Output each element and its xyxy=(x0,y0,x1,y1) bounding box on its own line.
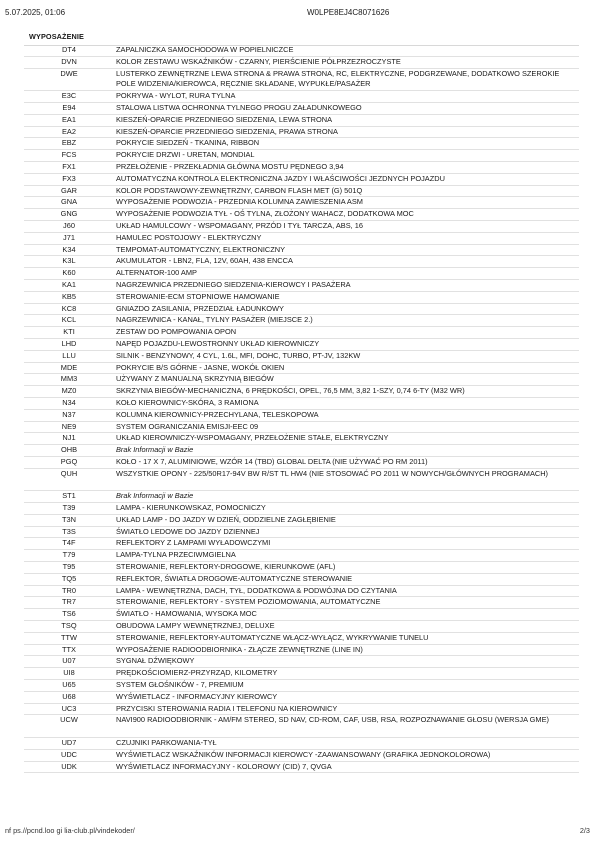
table-row xyxy=(24,633,579,645)
option-code: DT4 xyxy=(62,45,76,54)
table-row xyxy=(24,762,579,774)
option-description: TEMPOMAT-AUTOMATYCZNY, ELEKTRONICZNY xyxy=(116,244,286,254)
option-code: K3L xyxy=(62,256,76,266)
option-description: LUSTERKO ZEWNĘTRZNE LEWA STRONA & PRAWA STRONA, RC, ELEKTRYCZNE, PODGRZEWANE, DODATKOWO SZEROKIE POLE WIDZENIA/KIEROWCA, RĘCZNIE SKŁADANE, WYPUKŁE/PASAŻER xyxy=(116,68,560,89)
option-code: T39 xyxy=(62,503,76,513)
option-code: J60 xyxy=(63,220,75,230)
option-code: GNA xyxy=(60,197,77,207)
option-description: SYSTEM OGRANICZANIA EMISJI-EEC 09 xyxy=(116,421,259,431)
option-description: PRZYCISKI STEROWANIA RADIA I TELEFONU NA KIEROWNICY xyxy=(116,703,338,713)
option-description: UKŁAD KIEROWNICZY-WSPOMAGANY, PRZEŁOŻENIE STAŁE, ELEKTRYCZNY xyxy=(116,433,389,443)
option-description: POKRYCIE B/S GÓRNE - JASNE, WOKÓŁ OKIEN xyxy=(116,362,285,372)
option-description: WYPOSAŻENIE PODWOZIA - PRZEDNIA KOLUMNA ZAWIESZENIA ASM xyxy=(116,197,363,207)
option-code: U07 xyxy=(62,656,76,666)
option-description: WYPOSAŻENIE PODWOZIA TYŁ - OŚ TYLNA, ZŁOŻONY WAHACZ, DODATKOWA MOC xyxy=(116,209,414,219)
page-footer xyxy=(5,826,590,838)
table-row xyxy=(24,280,579,292)
option-description: AKUMULATOR - LBN2, FLA, 12V, 60AH, 438 ENCCA xyxy=(116,256,293,266)
table-row xyxy=(24,538,579,550)
table-row xyxy=(24,103,579,115)
table-row xyxy=(24,597,579,609)
option-description: PRĘDKOŚCIOMIERZ-PRZYRZĄD, KILOMETRY xyxy=(116,668,278,678)
option-description: POKRYWA - WYLOT, RURA TYLNA xyxy=(116,91,236,101)
option-code: T95 xyxy=(62,562,76,572)
option-description: SILNIK - BENZYNOWY, 4 CYL, 1.6L, MFI, DOHC, TURBO, PT-JV, 132KW xyxy=(116,350,361,360)
option-description: KOŁO - 17 X 7, ALUMINIOWE, WZÓR 14 (TBD) GLOBAL DELTA (NIE UŻYWAĆ PO RM 2011) xyxy=(116,456,428,466)
option-code: UDK xyxy=(61,761,77,771)
table-row xyxy=(24,457,579,469)
table-row xyxy=(24,527,579,539)
option-description: LAMPA-TYLNA PRZECIWMGIELNA xyxy=(116,550,236,560)
option-code: E94 xyxy=(62,102,76,112)
option-description: WYŚWIETLACZ WSKAŹNIKÓW INFORMACJI KIEROWCY -ZAAWANSOWANY (GRAFIKA JEDNOKOLOROWA) xyxy=(116,749,491,759)
table-row xyxy=(24,304,579,316)
option-description: STALOWA LISTWA OCHRONNA TYLNEGO PROGU ZAŁADUNKOWEGO xyxy=(116,102,362,112)
option-code: T3S xyxy=(62,526,76,536)
option-code: U68 xyxy=(62,691,76,701)
table-row xyxy=(24,91,579,103)
option-code: TR7 xyxy=(62,597,76,607)
option-description: GNIAZDO ZASILANIA, PRZEDZIAŁ ŁADUNKOWY xyxy=(116,303,284,313)
option-code: TR0 xyxy=(62,585,76,595)
option-description: ALTERNATOR-100 AMP xyxy=(116,268,197,278)
footer-url[interactable]: nf ps.//pcnd.loo gi lia-club.pl/vindekoder/ xyxy=(5,826,135,835)
option-description: STEROWANIE, REFLEKTORY-AUTOMATYCZNE WŁĄCZ-WYŁĄCZ, WYKRYWANIE TUNELU xyxy=(116,632,429,642)
option-code: OHB xyxy=(60,445,77,455)
option-description: LAMPA - WEWNĘTRZNA, DACH, TYŁ, DODATKOWA & PODWÓJNA DO CZYTANIA xyxy=(116,585,397,595)
option-code: MM3 xyxy=(60,374,78,384)
table-row xyxy=(24,692,579,704)
option-code: UDC xyxy=(60,749,77,759)
table-row xyxy=(24,327,579,339)
option-code: DWE xyxy=(60,68,78,78)
option-description: Brak Informacji w Bazie xyxy=(116,445,194,455)
option-code: FCS xyxy=(61,150,77,160)
option-description: WYŚWIETLACZ INFORMACYJNY - KOLOROWY (CID) 7, QVGA xyxy=(116,761,332,771)
table-row xyxy=(24,209,579,221)
option-code: EA1 xyxy=(62,114,76,124)
option-description: HAMULEC POSTOJOWY - ELEKTRYCZNY xyxy=(116,232,262,242)
section-header xyxy=(24,29,579,46)
table-row xyxy=(24,115,579,127)
option-description: STEROWANIE, REFLEKTORY-DROGOWE, KIERUNKOWE (AFL) xyxy=(116,562,336,572)
table-row xyxy=(24,574,579,586)
option-description: ZAPALNICZKA SAMOCHODOWA W POPIELNICZCE xyxy=(116,45,294,54)
option-code: T3N xyxy=(62,514,76,524)
option-description: ZESTAW DO POMPOWANIA OPON xyxy=(116,327,237,337)
option-description: Brak Informacji w Bazie xyxy=(116,491,194,501)
option-code: PGQ xyxy=(60,456,78,466)
table-row xyxy=(24,245,579,257)
option-code: TSQ xyxy=(61,621,77,631)
option-code: NE9 xyxy=(61,421,77,431)
option-description: KOŁO KIEROWNICY-SKÓRA, 3 RAMIONA xyxy=(116,397,259,407)
option-code: GNG xyxy=(60,209,78,219)
option-description: NAVI900 RADIOODBIORNIK - AM/FM STEREO, SD NAV, CD-ROM, CAF, USB, RSA, ROZPOZNAWANIE GŁOSU (WERSJA GME) xyxy=(116,715,549,725)
option-code: LLU xyxy=(62,350,76,360)
table-row xyxy=(24,69,579,92)
table-row xyxy=(24,45,579,57)
table-row xyxy=(24,221,579,233)
table-row xyxy=(24,256,579,268)
table-row xyxy=(24,491,579,503)
option-description: LAMPA - KIERUNKOWSKAZ, POMOCNICZY xyxy=(116,503,266,513)
table-row xyxy=(24,268,579,280)
equipment-table xyxy=(24,45,579,773)
table-row xyxy=(24,621,579,633)
table-row xyxy=(24,398,579,410)
table-row xyxy=(24,562,579,574)
option-description: NAGRZEWNICA PRZEDNIEGO SIEDZENIA-KIEROWCY I PASAŻERA xyxy=(116,279,351,289)
option-code: K60 xyxy=(62,268,76,278)
option-code: U65 xyxy=(62,680,76,690)
table-row xyxy=(24,433,579,445)
option-description: UŻYWANY Z MANUALNĄ SKRZYNIĄ BIEGÓW xyxy=(116,374,274,384)
table-row xyxy=(24,738,579,750)
option-description: AUTOMATYCZNA KONTROLA ELEKTRONICZNA JAZDY I WŁAŚCIWOŚCI JEZDNYCH POJAZDU xyxy=(116,173,445,183)
section-title: WYPOSAŻENIE xyxy=(29,32,85,41)
option-code: GAR xyxy=(60,185,77,195)
table-row xyxy=(24,550,579,562)
option-description: POKRYCIE DRZWI - URETAN, MONDIAL xyxy=(116,150,255,160)
option-description: NAGRZEWNICA - KANAŁ, TYLNY PASAŻER (MIEJSCE 2.) xyxy=(116,315,313,325)
option-description: WYŚWIETLACZ - INFORMACYJNY KIEROWCY xyxy=(116,691,278,701)
option-code: T79 xyxy=(62,550,76,560)
option-code: E3C xyxy=(61,91,77,101)
option-code: KC8 xyxy=(61,303,77,313)
option-description: CZUJNIKI PARKOWANIA-TYŁ xyxy=(116,738,217,748)
table-row xyxy=(24,315,579,327)
option-code: TQ5 xyxy=(61,573,77,583)
vin-number: W0LPE8EJ4C8071626 xyxy=(307,8,390,17)
page-header xyxy=(5,8,595,22)
option-description: SKRZYNIA BIEGÓW-MECHANICZNA, 6 PRĘDKOŚCI, OPEL, 76,5 MM, 3,82 1-SZY, 0,74 6-TY (M32 WR) xyxy=(116,386,465,396)
table-row xyxy=(24,645,579,657)
option-description: NAPĘD POJAZDU-LEWOSTRONNY UKŁAD KIEROWNICZY xyxy=(116,338,320,348)
table-row xyxy=(24,668,579,680)
option-code: T4F xyxy=(62,538,76,548)
option-description: KOLUMNA KIEROWNICY-PRZECHYLANA, TELESKOPOWA xyxy=(116,409,319,419)
table-row xyxy=(24,197,579,209)
option-description: REFLEKTORY Z LAMPAMI WYŁADOWCZYMI xyxy=(116,538,271,548)
option-description: ŚWIATŁO - HAMOWANIA, WYSOKA MOC xyxy=(116,609,257,619)
option-code: MDE xyxy=(60,362,78,372)
option-description: UKŁAD HAMULCOWY - WSPOMAGANY, PRZÓD I TYŁ TARCZA, ABS, 16 xyxy=(116,220,363,230)
table-row xyxy=(24,292,579,304)
table-row xyxy=(24,150,579,162)
table-row xyxy=(24,386,579,398)
table-row xyxy=(24,609,579,621)
option-code: KB5 xyxy=(62,291,76,301)
option-code: UI8 xyxy=(63,668,75,678)
table-row xyxy=(24,515,579,527)
table-row xyxy=(24,469,579,492)
option-code: QUH xyxy=(60,468,78,478)
table-row xyxy=(24,704,579,716)
option-description: SYGNAŁ DŹWIĘKOWY xyxy=(116,656,195,666)
option-code: K34 xyxy=(62,244,76,254)
option-description: UKŁAD LAMP - DO JAZDY W DZIEŃ, ODDZIELNE ZAGŁĘBIENIE xyxy=(116,514,336,524)
option-code: DVN xyxy=(61,56,77,66)
print-date: 5.07.2025, 01:06 xyxy=(5,8,66,17)
table-row xyxy=(24,186,579,198)
option-code: EBZ xyxy=(61,138,77,148)
table-row xyxy=(24,750,579,762)
option-description: WSZYSTKIE OPONY - 225/50R17-94V BW R/ST TL HW4 (NIE STOSOWAĆ PO 2011 W NOWYCH/GŁÓWNYCH PROGRAMACH) xyxy=(116,468,549,478)
option-code: UD7 xyxy=(61,738,77,748)
table-row xyxy=(24,174,579,186)
table-row xyxy=(24,363,579,375)
table-row xyxy=(24,339,579,351)
option-code: FX3 xyxy=(62,173,76,183)
option-description: KOLOR PODSTAWOWY-ZEWNĘTRZNY, CARBON FLASH MET (G) 501Q xyxy=(116,185,363,195)
option-description: ŚWIATŁO LEDOWE DO JAZDY DZIENNEJ xyxy=(116,526,260,536)
option-code: N37 xyxy=(62,409,76,419)
page-number: 2/3 xyxy=(579,826,590,835)
table-row xyxy=(24,127,579,139)
option-code: NJ1 xyxy=(62,433,76,443)
option-description: STEROWANIE, REFLEKTORY - SYSTEM POZIOMOWANIA, AUTOMATYCZNE xyxy=(116,597,381,607)
table-row xyxy=(24,374,579,386)
option-description: KIESZEŃ-OPARCIE PRZEDNIEGO SIEDZENIA, LEWA STRONA xyxy=(116,114,333,124)
option-description: SYSTEM GŁOŚNIKÓW - 7, PREMIUM xyxy=(116,680,244,690)
option-code: TS6 xyxy=(62,609,76,619)
table-row xyxy=(24,445,579,457)
option-code: TTW xyxy=(60,632,77,642)
option-code: MZ0 xyxy=(61,386,77,396)
option-code: ST1 xyxy=(62,491,76,501)
table-row xyxy=(24,138,579,150)
table-row xyxy=(24,351,579,363)
option-code: KA1 xyxy=(62,279,76,289)
option-description: KOLOR ZESTAWU WSKAŹNIKÓW - CZARNY, PIERŚCIENIE PÓŁPRZEZROCZYSTE xyxy=(116,56,401,66)
option-code: KTI xyxy=(63,327,75,337)
table-row xyxy=(24,57,579,69)
option-description: PRZEŁOŻENIE - PRZEKŁADNIA GŁÓWNA MOSTU PĘDNEGO 3,94 xyxy=(116,161,344,171)
option-description: KIESZEŃ-OPARCIE PRZEDNIEGO SIEDZENIA, PRAWA STRONA xyxy=(116,126,338,136)
option-code: J71 xyxy=(63,232,75,242)
option-description: STEROWANIE-ECM STOPNIOWE HAMOWANIE xyxy=(116,291,280,301)
option-description: REFLEKTOR, ŚWIATŁA DROGOWE-AUTOMATYCZNE STEROWANIE xyxy=(116,573,353,583)
option-code: EA2 xyxy=(62,126,76,136)
option-description: OBUDOWA LAMPY WEWNĘTRZNEJ, DELUXE xyxy=(116,621,275,631)
table-row xyxy=(24,586,579,598)
table-row xyxy=(24,680,579,692)
option-code: UCW xyxy=(60,715,78,725)
table-row xyxy=(24,410,579,422)
table-row xyxy=(24,503,579,515)
option-code: UC3 xyxy=(61,703,77,713)
option-description: POKRYCIE SIEDZEŃ - TKANINA, RIBBON xyxy=(116,138,260,148)
option-description: WYPOSAŻENIE RADIOODBIORNIKA - ZŁĄCZE ZEWNĘTRZNE (LINE IN) xyxy=(116,644,363,654)
table-row xyxy=(24,162,579,174)
option-code: N34 xyxy=(62,397,76,407)
table-row xyxy=(24,656,579,668)
table-row xyxy=(24,233,579,245)
table-row xyxy=(24,715,579,738)
option-code: TTX xyxy=(62,644,76,654)
option-code: LHD xyxy=(61,338,77,348)
table-row xyxy=(24,422,579,434)
option-code: KCL xyxy=(61,315,77,325)
option-code: FX1 xyxy=(62,161,76,171)
